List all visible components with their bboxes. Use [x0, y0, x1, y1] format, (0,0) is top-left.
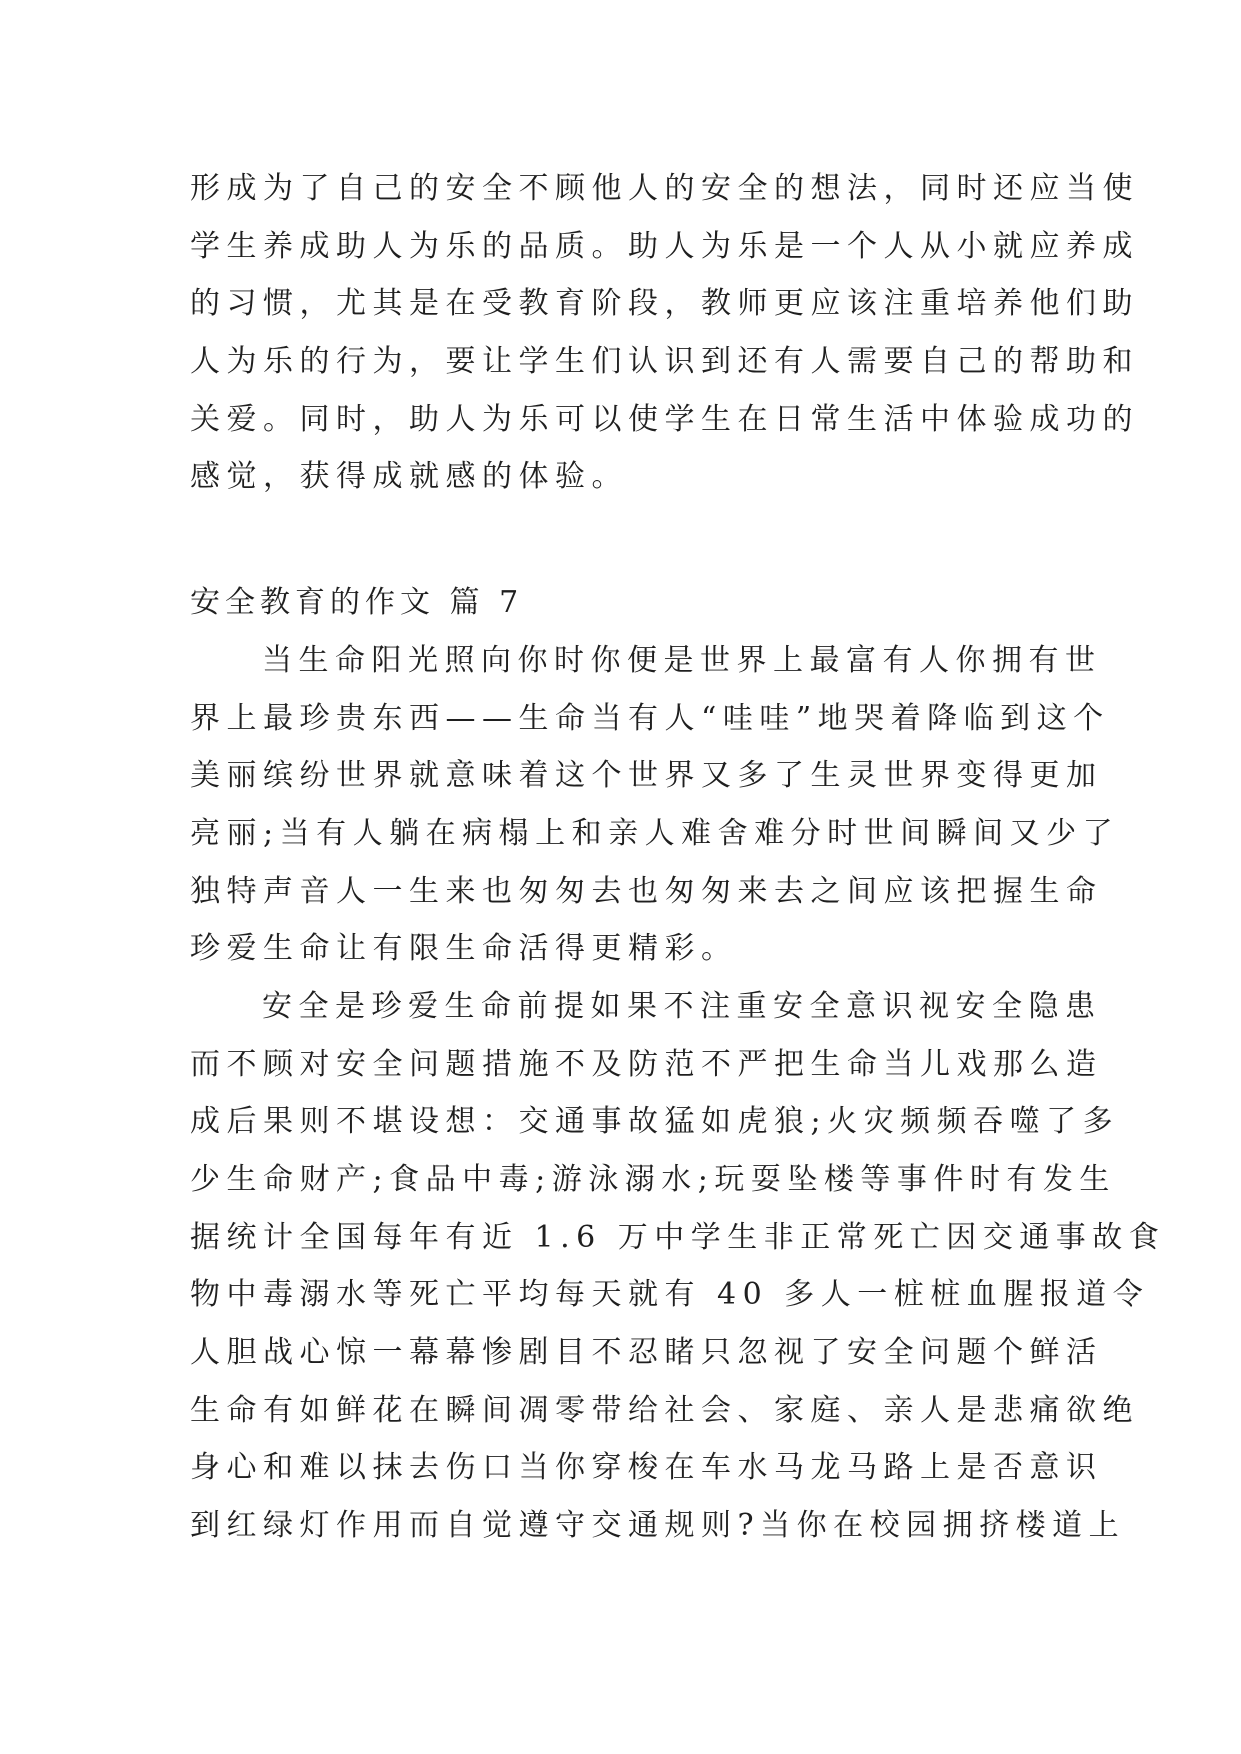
text-line: 亮丽;当有人躺在病榻上和亲人难舍难分时世间瞬间又少了	[190, 815, 1120, 851]
text-line: 物中毒溺水等死亡平均每天就有 40 多人一桩桩血腥报道令	[190, 1277, 1150, 1313]
text-line: 的习惯，尤其是在受教育阶段，教师更应该注重培养他们助	[190, 286, 1139, 322]
text-line: 人为乐的行为，要让学生们认识到还有人需要自己的帮助和	[190, 344, 1139, 380]
text-line: 安全是珍爱生命前提如果不注重安全意识视安全隐患	[262, 988, 1102, 1024]
text-line: 美丽缤纷世界就意味着这个世界又多了生灵世界变得更加	[190, 758, 1103, 794]
text-line: 人胆战心惊一幕幕惨剧目不忍睹只忽视了安全问题个鲜活	[190, 1335, 1103, 1371]
text-line: 学生养成助人为乐的品质。助人为乐是一个人从小就应养成	[190, 228, 1139, 264]
text-line: 少生命财产;食品中毒;游泳溺水;玩耍坠楼等事件时有发生	[190, 1162, 1116, 1197]
text-line: 生命有如鲜花在瞬间凋零带给社会、家庭、亲人是悲痛欲绝	[190, 1392, 1139, 1428]
paragraph-intro	[190, 160, 1139, 506]
text-line: 据统计全国每年有近 1.6 万中学生非正常死亡因交通事故食	[190, 1219, 1166, 1255]
text-line: 珍爱生命让有限生命活得更精彩。	[190, 931, 738, 967]
text-line: 而不顾对安全问题措施不及防范不严把生命当儿戏那么造	[190, 1046, 1103, 1082]
paragraph-life	[190, 632, 1120, 978]
text-line: 到红绿灯作用而自觉遵守交通规则?当你在校园拥挤楼道上	[190, 1508, 1126, 1544]
document-body	[190, 160, 1166, 1555]
text-line: 感觉，获得成就感的体验。	[190, 459, 628, 495]
text-line: 界上最珍贵东西——生命当有人“哇哇”地哭着降临到这个	[190, 700, 1110, 736]
section-heading: 安全教育的作文 篇 7	[190, 585, 524, 621]
text-line: 当生命阳光照向你时你便是世界上最富有人你拥有世	[262, 642, 1102, 678]
text-line: 独特声音人一生来也匆匆去也匆匆来去之间应该把握生命	[190, 873, 1103, 909]
paragraph-safety	[190, 978, 1166, 1555]
paragraph-gap	[190, 506, 1062, 574]
text-line: 成后果则不堪设想：交通事故猛如虎狼;火灾频频吞噬了多	[190, 1104, 1120, 1140]
text-line: 身心和难以抹去伤口当你穿梭在车水马龙马路上是否意识	[190, 1450, 1103, 1486]
text-line: 关爱。同时，助人为乐可以使学生在日常生活中体验成功的	[190, 401, 1139, 437]
text-line: 形成为了自己的安全不顾他人的安全的想法，同时还应当使	[190, 171, 1139, 206]
